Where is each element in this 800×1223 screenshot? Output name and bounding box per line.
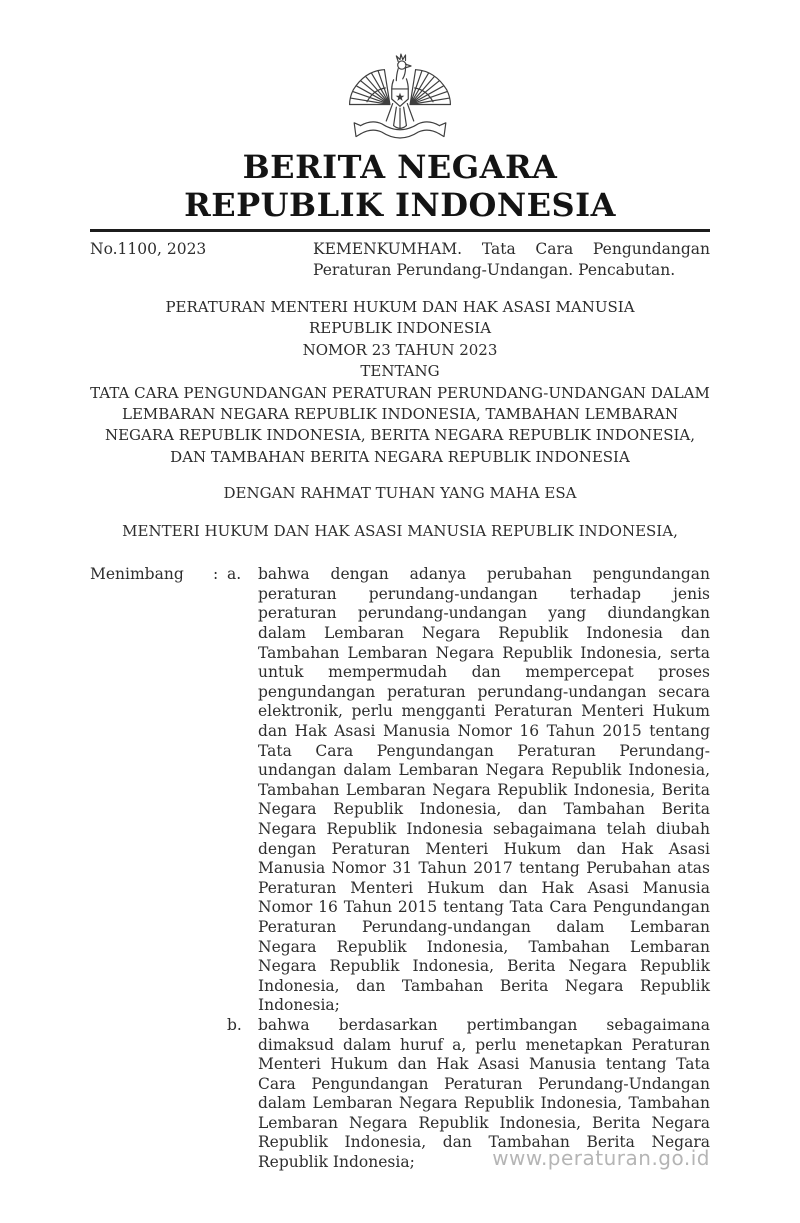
regulation-title-line: DAN TAMBAHAN BERITA NEGARA REPUBLIK INDONESIA (170, 447, 630, 466)
invocation-line: DENGAN RAHMAT TUHAN YANG MAHA ESA (223, 484, 577, 503)
regulation-title-line: LEMBARAN NEGARA REPUBLIK INDONESIA, TAMBAHAN LEMBARAN (122, 405, 678, 424)
gazette-header-row (90, 239, 710, 281)
considerations-section (90, 565, 710, 1172)
masthead-divider-rule (90, 229, 710, 232)
masthead-title-line2: REPUBLIK INDONESIA (184, 186, 616, 224)
considerations-label: Menimbang (90, 565, 184, 584)
authority-line: MENTERI HUKUM DAN HAK ASASI MANUSIA REPUBLIK INDONESIA, (122, 522, 678, 541)
gazette-subject-line1: KEMENKUMHAM. Tata Cara Pengundangan (313, 240, 710, 258)
gazette-subject-line2: Peraturan Perundang-Undangan. Pencabutan. (313, 261, 676, 279)
gazette-subject (313, 239, 710, 281)
masthead-title-line1: BERITA NEGARA (242, 148, 558, 186)
item-text: bahwa berdasarkan pertimbangan sebagaimana dimaksud dalam huruf a, perlu menetapkan Peraturan Menteri Hukum dan Hak Asasi Manusia tentang Tata Cara Pengundangan Peraturan Perundang-Undangan dalam Lembaran Negara Republik Indonesia, Tambahan Lembaran Negara Republik Indonesia, Berita Negara Republik Indonesia, dan Tambahan Berita Negara Republik Indonesia; (258, 1015, 710, 1172)
item-marker: a. (227, 565, 242, 584)
regulation-title-line: NOMOR 23 TAHUN 2023 (302, 340, 498, 359)
regulation-title-line: PERATURAN MENTERI HUKUM DAN HAK ASASI MANUSIA (165, 298, 635, 316)
regulation-title-block (90, 297, 710, 468)
page-content (90, 52, 710, 1173)
regulation-title-line: NEGARA REPUBLIK INDONESIA, BERITA NEGARA REPUBLIK INDONESIA, (104, 426, 695, 445)
considerations-items (227, 565, 710, 1172)
regulation-title-line: TENTANG (360, 362, 440, 381)
regulation-title-line: REPUBLIK INDONESIA (308, 319, 492, 338)
peraturan-watermark: www.peraturan.go.id (492, 1146, 710, 1170)
garuda-pancasila-emblem-icon (344, 52, 456, 146)
masthead (90, 148, 710, 224)
gazette-number: No.1100, 2023 (90, 240, 207, 258)
item-marker: b. (227, 1015, 242, 1034)
regulation-title-line: TATA CARA PENGUNDANGAN PERATURAN PERUNDANG-UNDANGAN DALAM (90, 383, 710, 402)
considerations-colon: : (213, 565, 219, 584)
consideration-item-a (227, 565, 710, 1016)
item-text: bahwa dengan adanya perubahan pengundangan peraturan perundang-undangan terhadap jenis peraturan perundang-undangan yang diundangkan dalam Lembaran Negara Republik Indonesia dan Tambahan Lembaran Negara Republik Indonesia, serta untuk mempermudah dan mempercepat proses pengundangan peraturan perundang-undangan secara elektronik, perlu mengganti Peraturan Menteri Hukum dan Hak Asasi Manusia Nomor 16 Tahun 2015 tentang Tata Cara Pengundangan Peraturan Perundang-undangan dalam Lembaran Negara Republik Indonesia, Tambahan Lembaran Negara Republik Indonesia, Berita Negara Republik Indonesia, dan Tambahan Berita Negara Republik Indonesia sebagaimana telah diubah dengan Peraturan Menteri Hukum dan Hak Asasi Manusia Nomor 31 Tahun 2017 tentang Perubahan atas Peraturan Menteri Hukum dan Hak Asasi Manusia Nomor 16 Tahun 2015 tentang Tata Cara Pengundangan Peraturan Perundang-undangan dalam Lembaran Negara Republik Indonesia, Tambahan Lembaran Negara Republik Indonesia, Berita Negara Republik Indonesia, dan Tambahan Berita Negara Republik Indonesia; (258, 565, 710, 1015)
